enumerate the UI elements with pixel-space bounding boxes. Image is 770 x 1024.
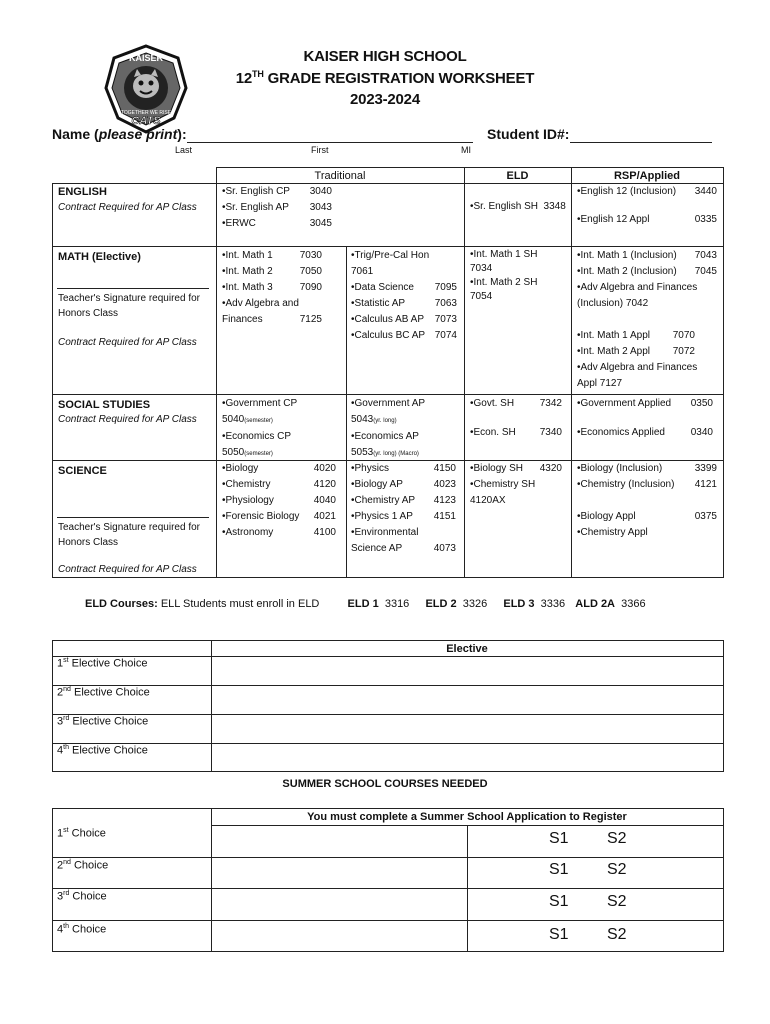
summer-course-input-4[interactable]: [213, 922, 465, 950]
summer-s1-option-3[interactable]: S1: [549, 893, 569, 910]
social-traditional-2: •Government AP 5043(yr. long) •Economics AP 5053(yr. long) (Macro): [351, 398, 426, 458]
name-field[interactable]: [187, 142, 473, 143]
science-signature-note: Teacher's Signature required for Honors Class: [58, 522, 200, 548]
math-eld: •Int. Math 1 SH 7034 •Int. Math 2 SH 7054: [470, 249, 538, 302]
summer-s1-option-2[interactable]: S1: [549, 861, 569, 878]
english-eld: •Sr. English SH 3348: [470, 201, 566, 212]
math-title: MATH (Elective): [58, 251, 141, 263]
social-note: Contract Required for AP Class: [58, 414, 197, 425]
svg-text:CATS: CATS: [131, 115, 161, 127]
summer-course-input-1[interactable]: [213, 827, 465, 856]
elective-header: Elective: [446, 643, 488, 655]
summer-s1-option-1[interactable]: S1: [549, 830, 569, 847]
summer-course-input-2[interactable]: [213, 859, 465, 887]
elective-input-4[interactable]: [213, 744, 722, 770]
col-rsp: RSP/Applied: [613, 170, 680, 182]
student-id-field[interactable]: [570, 142, 712, 143]
first-caption: First: [311, 145, 329, 155]
social-traditional-1: •Government CP 5040(semester) •Economics CP 5050(semester): [222, 398, 298, 458]
elective-row-2: 2nd Elective Choice: [57, 686, 150, 699]
worksheet-title: 12TH GRADE REGISTRATION WORKSHEET: [235, 69, 535, 87]
elective-input-3[interactable]: [213, 715, 722, 742]
summer-row-2: 2nd Choice: [57, 859, 109, 872]
elective-input-1[interactable]: [213, 657, 722, 684]
col-traditional: Traditional: [314, 170, 366, 182]
science-rsp: •Biology (Inclusion) 3399 •Chemistry (Inclusion) 4121 •Biology Appl 0375 •Chemistry Appl: [577, 463, 717, 538]
math-traditional-1: •Int. Math 1 7030 •Int. Math 2 7050 •Int. Math 3 7090 •Adv Algebra and Finances 7125: [222, 250, 322, 325]
summer-s2-option-1[interactable]: S2: [607, 830, 627, 847]
name-label: Name (please print):: [52, 126, 187, 142]
english-traditional: •Sr. English CP 3040 •Sr. English AP 3043 •ERWC 3045: [222, 186, 332, 229]
english-rsp: •English 12 (Inclusion) 3440 •English 12 Appl 0335: [577, 186, 717, 225]
social-rsp: •Government Applied 0350 •Economics Applied 0340: [577, 398, 713, 438]
summer-title: SUMMER SCHOOL COURSES NEEDED: [282, 778, 488, 790]
english-title: ENGLISH: [58, 186, 107, 198]
student-id-label: Student ID#:: [487, 126, 570, 142]
science-title: SCIENCE: [58, 465, 107, 477]
col-eld: ELD: [506, 170, 529, 182]
eld-courses-note: ELD Courses: ELL Students must enroll in ELD ELD 1 3316 ELD 2 3326 ELD 3 3336 ALD 2A 3366: [85, 598, 646, 610]
science-traditional-2: •Physics 4150 •Biology AP 4023 •Chemistry AP 4123 •Physics 1 AP 4151 •Environmental Science AP 4073: [351, 463, 456, 554]
science-eld: •Biology SH 4320 •Chemistry SH 4120AX: [470, 463, 562, 506]
math-signature-line[interactable]: [57, 288, 209, 289]
svg-text:KAISER: KAISER: [128, 53, 164, 63]
school-title: KAISER HIGH SCHOOL: [303, 48, 467, 65]
summer-s1-option-4[interactable]: S1: [549, 926, 569, 943]
elective-row-4: 4th Elective Choice: [57, 744, 148, 757]
elective-row-3: 3rd Elective Choice: [57, 715, 149, 728]
math-note: Contract Required for AP Class: [58, 337, 197, 348]
math-rsp: •Int. Math 1 (Inclusion) 7043 •Int. Math 2 (Inclusion) 7045 •Adv Algebra and Finances (Inclusion) 7042 •Int. Math 1 Appl 7070 •Int. Math 2 Appl 7072 •Adv Algebra and Finances Appl 7127: [577, 250, 717, 389]
social-title: SOCIAL STUDIES: [58, 399, 151, 411]
math-signature-note: Teacher's Signature required for Honors Class: [58, 293, 200, 319]
school-logo: [104, 44, 188, 134]
school-year: 2023-2024: [350, 91, 420, 108]
summer-header: You must complete a Summer School Application to Register: [307, 811, 627, 823]
summer-row-3: 3rd Choice: [57, 890, 107, 903]
mi-caption: MI: [461, 145, 471, 155]
summer-row-1: 1st Choice: [57, 827, 106, 840]
elective-row-1: 1st Elective Choice: [57, 657, 148, 670]
summer-s2-option-4[interactable]: S2: [607, 926, 627, 943]
summer-row-4: 4th Choice: [57, 923, 107, 936]
svg-text:TOGETHER WE RISE: TOGETHER WE RISE: [120, 110, 172, 116]
summer-s2-option-2[interactable]: S2: [607, 861, 627, 878]
english-note: Contract Required for AP Class: [58, 202, 197, 213]
science-traditional-1: •Biology 4020 •Chemistry 4120 •Physiology 4040 •Forensic Biology 4021 •Astronomy 4100: [222, 463, 336, 538]
summer-s2-option-3[interactable]: S2: [607, 893, 627, 910]
science-note: Contract Required for AP Class: [58, 564, 197, 575]
elective-input-2[interactable]: [213, 686, 722, 713]
science-signature-line[interactable]: [57, 517, 209, 518]
last-caption: Last: [175, 145, 193, 155]
social-eld: •Govt. SH 7342 •Econ. SH 7340: [470, 398, 562, 438]
math-traditional-2: •Trig/Pre-Cal Hon 7061 •Data Science 7095 •Statistic AP 7063 •Calculus AB AP 7073 •Calculus BC AP 7074: [351, 250, 457, 341]
summer-course-input-3[interactable]: [213, 890, 465, 919]
